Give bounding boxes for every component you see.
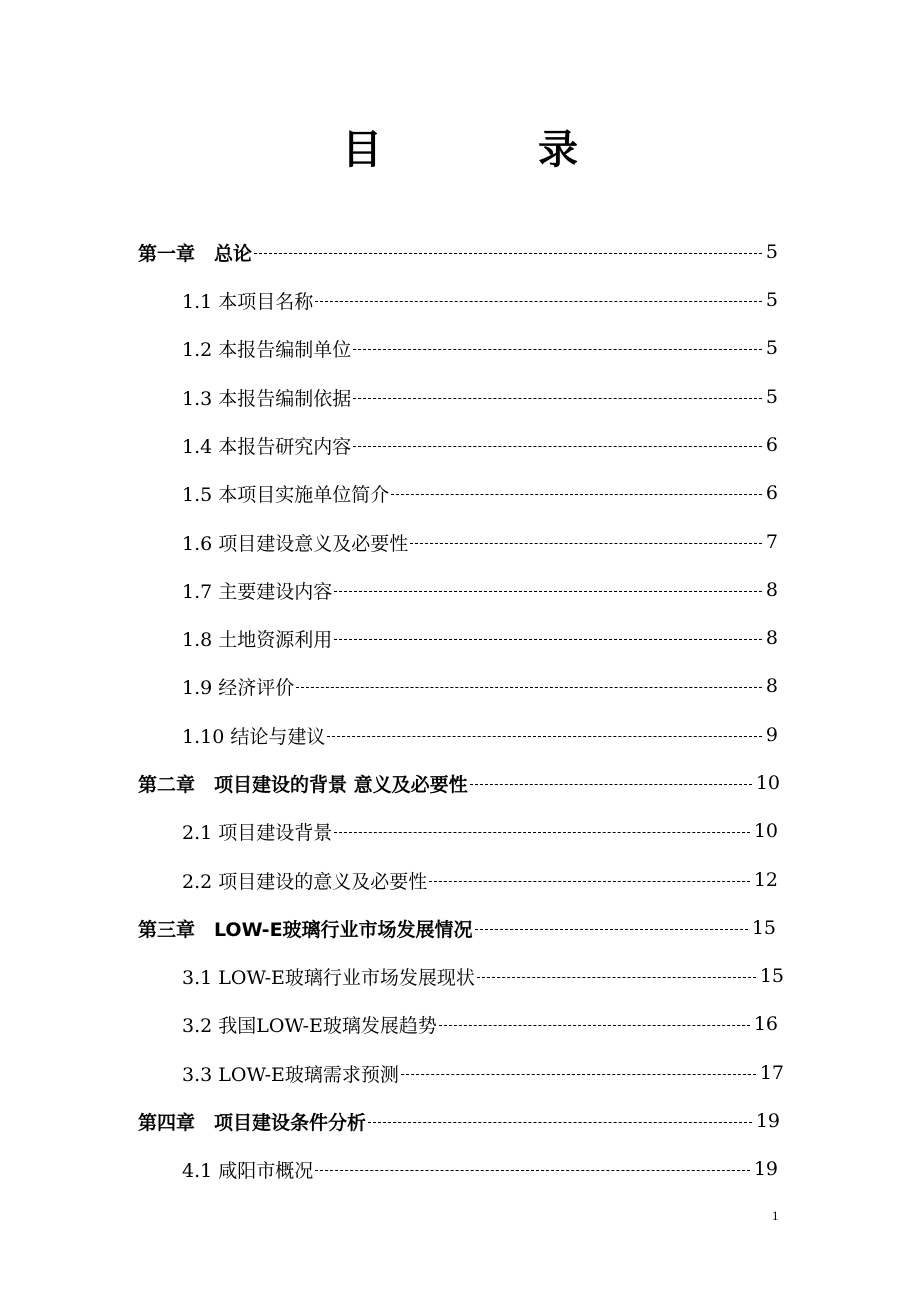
toc-title	[0, 122, 920, 178]
toc-entry-label: 2.1 项目建设背景	[182, 821, 333, 844]
toc-leader	[315, 1170, 750, 1171]
toc-section-3-1[interactable]	[182, 956, 784, 996]
toc-entry-page: 15	[751, 917, 776, 939]
toc-leader	[353, 349, 762, 350]
toc-entry-page: 10	[753, 820, 778, 842]
toc-section-1-7[interactable]	[182, 570, 778, 610]
toc-entry-page: 6	[765, 434, 778, 456]
toc-entry-page: 5	[765, 386, 778, 408]
toc-leader	[334, 832, 750, 833]
toc-chapter-2[interactable]	[138, 763, 780, 803]
toc-section-3-3[interactable]	[182, 1053, 784, 1093]
toc-entry-label: 1.4 本报告研究内容	[182, 435, 352, 458]
toc-entry-page: 8	[765, 627, 778, 649]
toc-section-1-10[interactable]	[182, 715, 778, 755]
toc-leader	[439, 1025, 750, 1026]
toc-leader	[353, 446, 762, 447]
toc-entry-label: 4.1 咸阳市概况	[182, 1159, 314, 1182]
toc-leader	[315, 301, 762, 302]
toc-section-1-6[interactable]	[182, 522, 778, 562]
toc-entry-page: 19	[755, 1110, 780, 1132]
toc-leader	[296, 687, 762, 688]
toc-chapter-3[interactable]	[138, 908, 776, 948]
toc-leader	[429, 881, 750, 882]
toc-section-1-8[interactable]	[182, 618, 778, 658]
footer-page-number: 1	[772, 1208, 779, 1223]
toc-entry-page: 8	[765, 675, 778, 697]
toc-entry-label: 1.5 本项目实施单位简介	[182, 483, 390, 506]
toc-entry-label: 1.9 经济评价	[182, 676, 295, 699]
toc-section-1-5[interactable]	[182, 473, 778, 513]
toc-leader	[475, 929, 748, 930]
toc-leader	[401, 1074, 756, 1075]
toc-entry-page: 7	[765, 531, 778, 553]
toc-section-3-2[interactable]	[182, 1004, 778, 1044]
toc-leader	[391, 494, 762, 495]
toc-entry-label: 第三章 LOW-E玻璃行业市场发展情况	[138, 918, 473, 941]
toc-leader	[368, 1122, 752, 1123]
toc-entry-label: 3.2 我国LOW-E玻璃发展趋势	[182, 1014, 437, 1037]
toc-section-2-1[interactable]	[182, 811, 778, 851]
toc-entry-label: 3.1 LOW-E玻璃行业市场发展现状	[182, 966, 475, 989]
toc-leader	[410, 543, 762, 544]
toc-entry-label: 1.7 主要建设内容	[182, 580, 333, 603]
toc-entry-label: 3.3 LOW-E玻璃需求预测	[182, 1063, 399, 1086]
toc-entry-page: 17	[759, 1062, 784, 1084]
toc-section-1-9[interactable]	[182, 666, 778, 706]
toc-entry-label: 第四章 项目建设条件分析	[138, 1111, 367, 1134]
toc-entry-label: 第二章 项目建设的背景 意义及必要性	[138, 773, 468, 796]
toc-leader	[470, 784, 752, 785]
toc-entry-label: 2.2 项目建设的意义及必要性	[182, 870, 428, 893]
toc-entry-page: 5	[765, 241, 778, 263]
toc-entry-label: 1.2 本报告编制单位	[182, 338, 352, 361]
toc-entry-page: 15	[759, 965, 784, 987]
toc-section-2-2[interactable]	[182, 860, 778, 900]
toc-title-char-1: 目	[342, 127, 382, 173]
toc-entry-page: 5	[765, 289, 778, 311]
toc-leader	[334, 639, 762, 640]
toc-entry-label: 1.3 本报告编制依据	[182, 387, 352, 410]
toc-section-1-4[interactable]	[182, 425, 778, 465]
toc-leader	[327, 736, 762, 737]
toc-entry-page: 9	[765, 724, 778, 746]
toc-leader	[254, 253, 762, 254]
toc-entry-label: 1.10 结论与建议	[182, 725, 326, 748]
toc-entry-page: 6	[765, 482, 778, 504]
toc-section-1-2[interactable]	[182, 328, 778, 368]
toc-chapter-1[interactable]	[138, 232, 778, 272]
toc-entry-label: 1.1 本项目名称	[182, 290, 314, 313]
toc-entry-label: 1.6 项目建设意义及必要性	[182, 532, 409, 555]
toc-entry-page: 10	[755, 772, 780, 794]
toc-section-1-1[interactable]	[182, 280, 778, 320]
toc-entry-label: 1.8 土地资源利用	[182, 628, 333, 651]
toc-chapter-4[interactable]	[138, 1101, 780, 1141]
toc-entry-page: 5	[765, 337, 778, 359]
toc-title-char-2: 录	[538, 127, 578, 173]
toc-section-4-1[interactable]	[182, 1149, 778, 1189]
toc-entry-page: 12	[753, 869, 778, 891]
toc-entry-label: 第一章 总论	[138, 242, 253, 265]
toc-entry-page: 16	[753, 1013, 778, 1035]
toc-entry-page: 8	[765, 579, 778, 601]
toc-section-1-3[interactable]	[182, 377, 778, 417]
toc-entry-page: 19	[753, 1158, 778, 1180]
toc-leader	[353, 398, 762, 399]
toc-leader	[477, 977, 756, 978]
toc-leader	[334, 591, 762, 592]
